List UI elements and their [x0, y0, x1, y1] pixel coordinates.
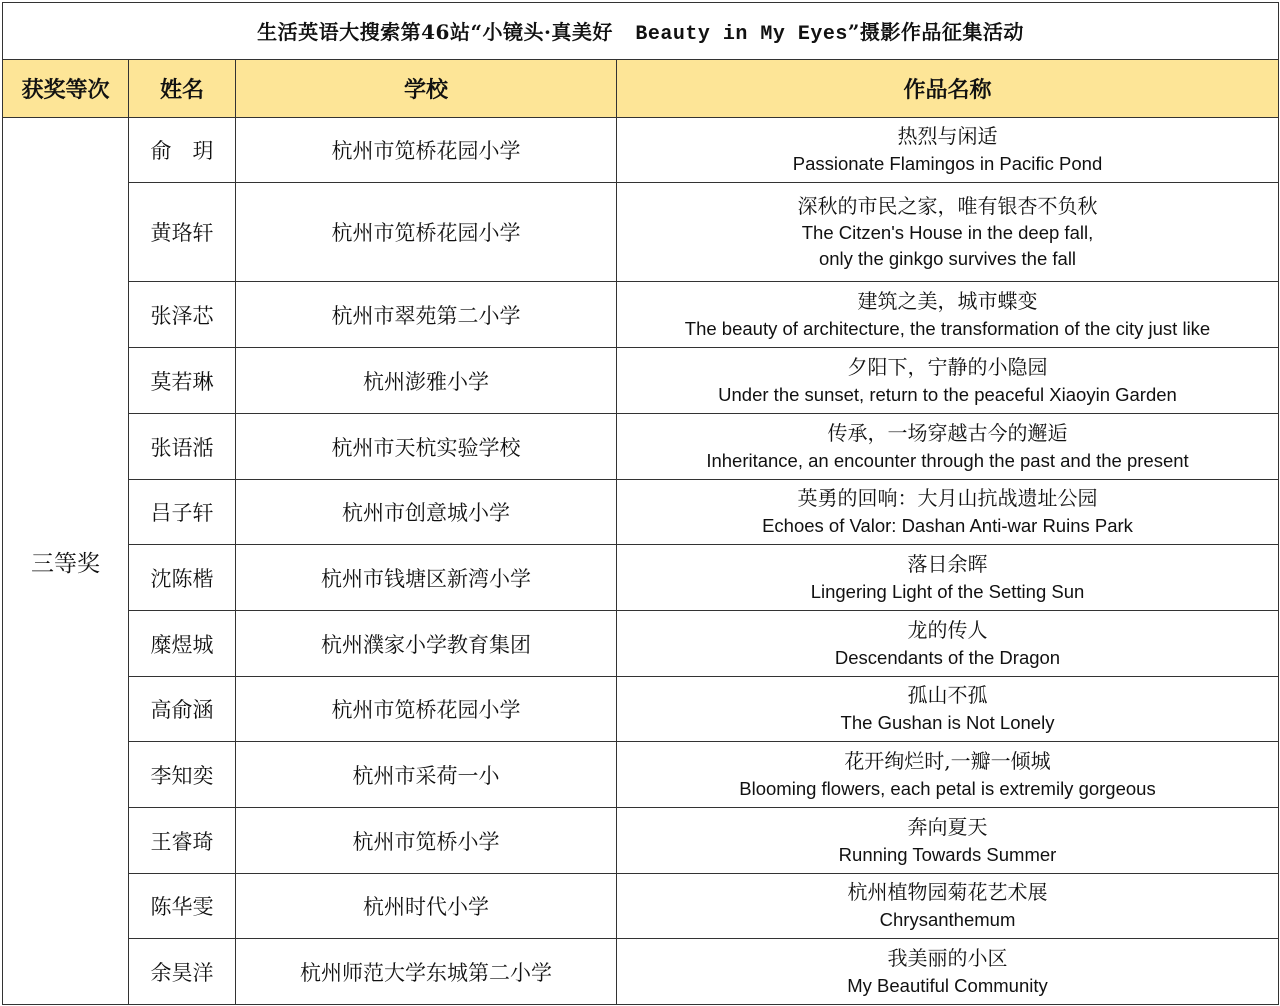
school-name: 杭州市笕桥花园小学 [236, 677, 617, 742]
work-title-en: Chrysanthemum [879, 909, 1016, 931]
work-title-cell [617, 874, 1279, 939]
table-row [3, 545, 1279, 611]
work-title-cell [617, 742, 1279, 808]
table-row [3, 348, 1279, 414]
school-name: 杭州时代小学 [236, 874, 617, 939]
school-name: 杭州市创意城小学 [236, 480, 617, 545]
work-title-en: Descendants of the Dragon [834, 646, 1061, 668]
work-title-en: The Gushan is Not Lonely [840, 712, 1055, 734]
title-end: ”摄影作品征集活动 [847, 20, 1024, 44]
work-title-zh: 夕阳下，宁静的小隐园 [847, 354, 1048, 379]
table-row [3, 874, 1279, 939]
school-name: 杭州市笕桥花园小学 [236, 118, 617, 183]
work-title-zh: 深秋的市民之家，唯有银杏不负秋 [797, 193, 1098, 218]
work-title-en: Running Towards Summer [838, 843, 1057, 865]
school-name: 杭州市采荷一小 [236, 742, 617, 808]
table-row [3, 183, 1279, 282]
table-row [3, 677, 1279, 742]
work-title-en: My Beautiful Community [847, 974, 1048, 996]
work-title-zh: 杭州植物园菊花艺术展 [847, 880, 1048, 905]
student-name: 余昊洋 [129, 939, 236, 1005]
work-title-cell [617, 480, 1279, 545]
student-name: 吕子轩 [129, 480, 236, 545]
work-title-en: Passionate Flamingos in Pacific Pond [792, 153, 1103, 175]
page-title [3, 3, 1279, 60]
work-title-en: Under the sunset, return to the peaceful Xiaoyin Garden [718, 383, 1177, 405]
title-zh: 生活英语大搜索第46站“小镜头·真美好 [257, 20, 613, 44]
work-title-cell [617, 677, 1279, 742]
work-title-cell [617, 183, 1279, 282]
school-name: 杭州师范大学东城第二小学 [236, 939, 617, 1005]
work-title-en: Inheritance, an encounter through the past and the present [706, 449, 1189, 471]
table-row [3, 611, 1279, 677]
student-name: 王睿琦 [129, 808, 236, 874]
school-name: 杭州市天杭实验学校 [236, 414, 617, 480]
work-title-en: only the ginkgo survives the fall [818, 247, 1077, 269]
work-title-zh: 我美丽的小区 [887, 945, 1008, 970]
student-name: 高俞涵 [129, 677, 236, 742]
student-name: 张语湉 [129, 414, 236, 480]
header-name: 姓名 [129, 60, 236, 118]
work-title-zh: 传承，一场穿越古今的邂逅 [827, 420, 1068, 445]
student-name: 陈华雯 [129, 874, 236, 939]
work-title-zh: 英勇的回响：大月山抗战遗址公园 [797, 486, 1098, 511]
work-title-cell [617, 611, 1279, 677]
work-title-cell [617, 939, 1279, 1005]
work-title-zh: 龙的传人 [907, 617, 988, 642]
work-title-zh: 落日余晖 [907, 551, 988, 576]
work-title-zh: 热烈与闲适 [897, 124, 998, 149]
student-name: 莫若琳 [129, 348, 236, 414]
header-school: 学校 [236, 60, 617, 118]
work-title-zh: 花开绚烂时,一瓣一倾城 [844, 748, 1051, 773]
table-row [3, 808, 1279, 874]
school-name: 杭州市翠苑第二小学 [236, 282, 617, 348]
student-name: 李知奕 [129, 742, 236, 808]
table-row [3, 414, 1279, 480]
title-en: Beauty in My Eyes [635, 23, 848, 46]
work-title-en: Lingering Light of the Setting Sun [810, 580, 1085, 602]
student-name: 俞 玥 [129, 118, 236, 183]
school-name: 杭州濮家小学教育集团 [236, 611, 617, 677]
header-work: 作品名称 [617, 60, 1279, 118]
table-row [3, 282, 1279, 348]
student-name: 糜煜城 [129, 611, 236, 677]
school-name: 杭州市笕桥花园小学 [236, 183, 617, 282]
work-title-cell [617, 545, 1279, 611]
title-row [3, 3, 1279, 60]
school-name: 杭州市钱塘区新湾小学 [236, 545, 617, 611]
work-title-cell [617, 808, 1279, 874]
work-title-zh: 奔向夏天 [907, 814, 988, 839]
work-title-cell [617, 348, 1279, 414]
header-row [3, 60, 1279, 118]
work-title-cell [617, 118, 1279, 183]
header-award: 获奖等次 [3, 60, 129, 118]
work-title-cell [617, 282, 1279, 348]
award-level-cell: 三等奖 [3, 118, 129, 1005]
student-name: 黄珞轩 [129, 183, 236, 282]
work-title-en: Blooming flowers, each petal is extremily gorgeous [739, 777, 1156, 799]
table-row [3, 118, 1279, 183]
work-title-en: The Citzen's House in the deep fall, [801, 222, 1094, 244]
school-name: 杭州市笕桥小学 [236, 808, 617, 874]
student-name: 沈陈楷 [129, 545, 236, 611]
work-title-en: Echoes of Valor: Dashan Anti-war Ruins Park [762, 515, 1133, 537]
table-row [3, 480, 1279, 545]
work-title-en: The beauty of architecture, the transformation of the city just like [684, 317, 1211, 339]
student-name: 张泽芯 [129, 282, 236, 348]
school-name: 杭州澎雅小学 [236, 348, 617, 414]
table-row [3, 939, 1279, 1005]
table-row [3, 742, 1279, 808]
work-title-zh: 孤山不孤 [907, 683, 988, 708]
work-title-zh: 建筑之美，城市蝶变 [857, 288, 1038, 313]
work-title-cell [617, 414, 1279, 480]
awards-table [2, 2, 1279, 1005]
